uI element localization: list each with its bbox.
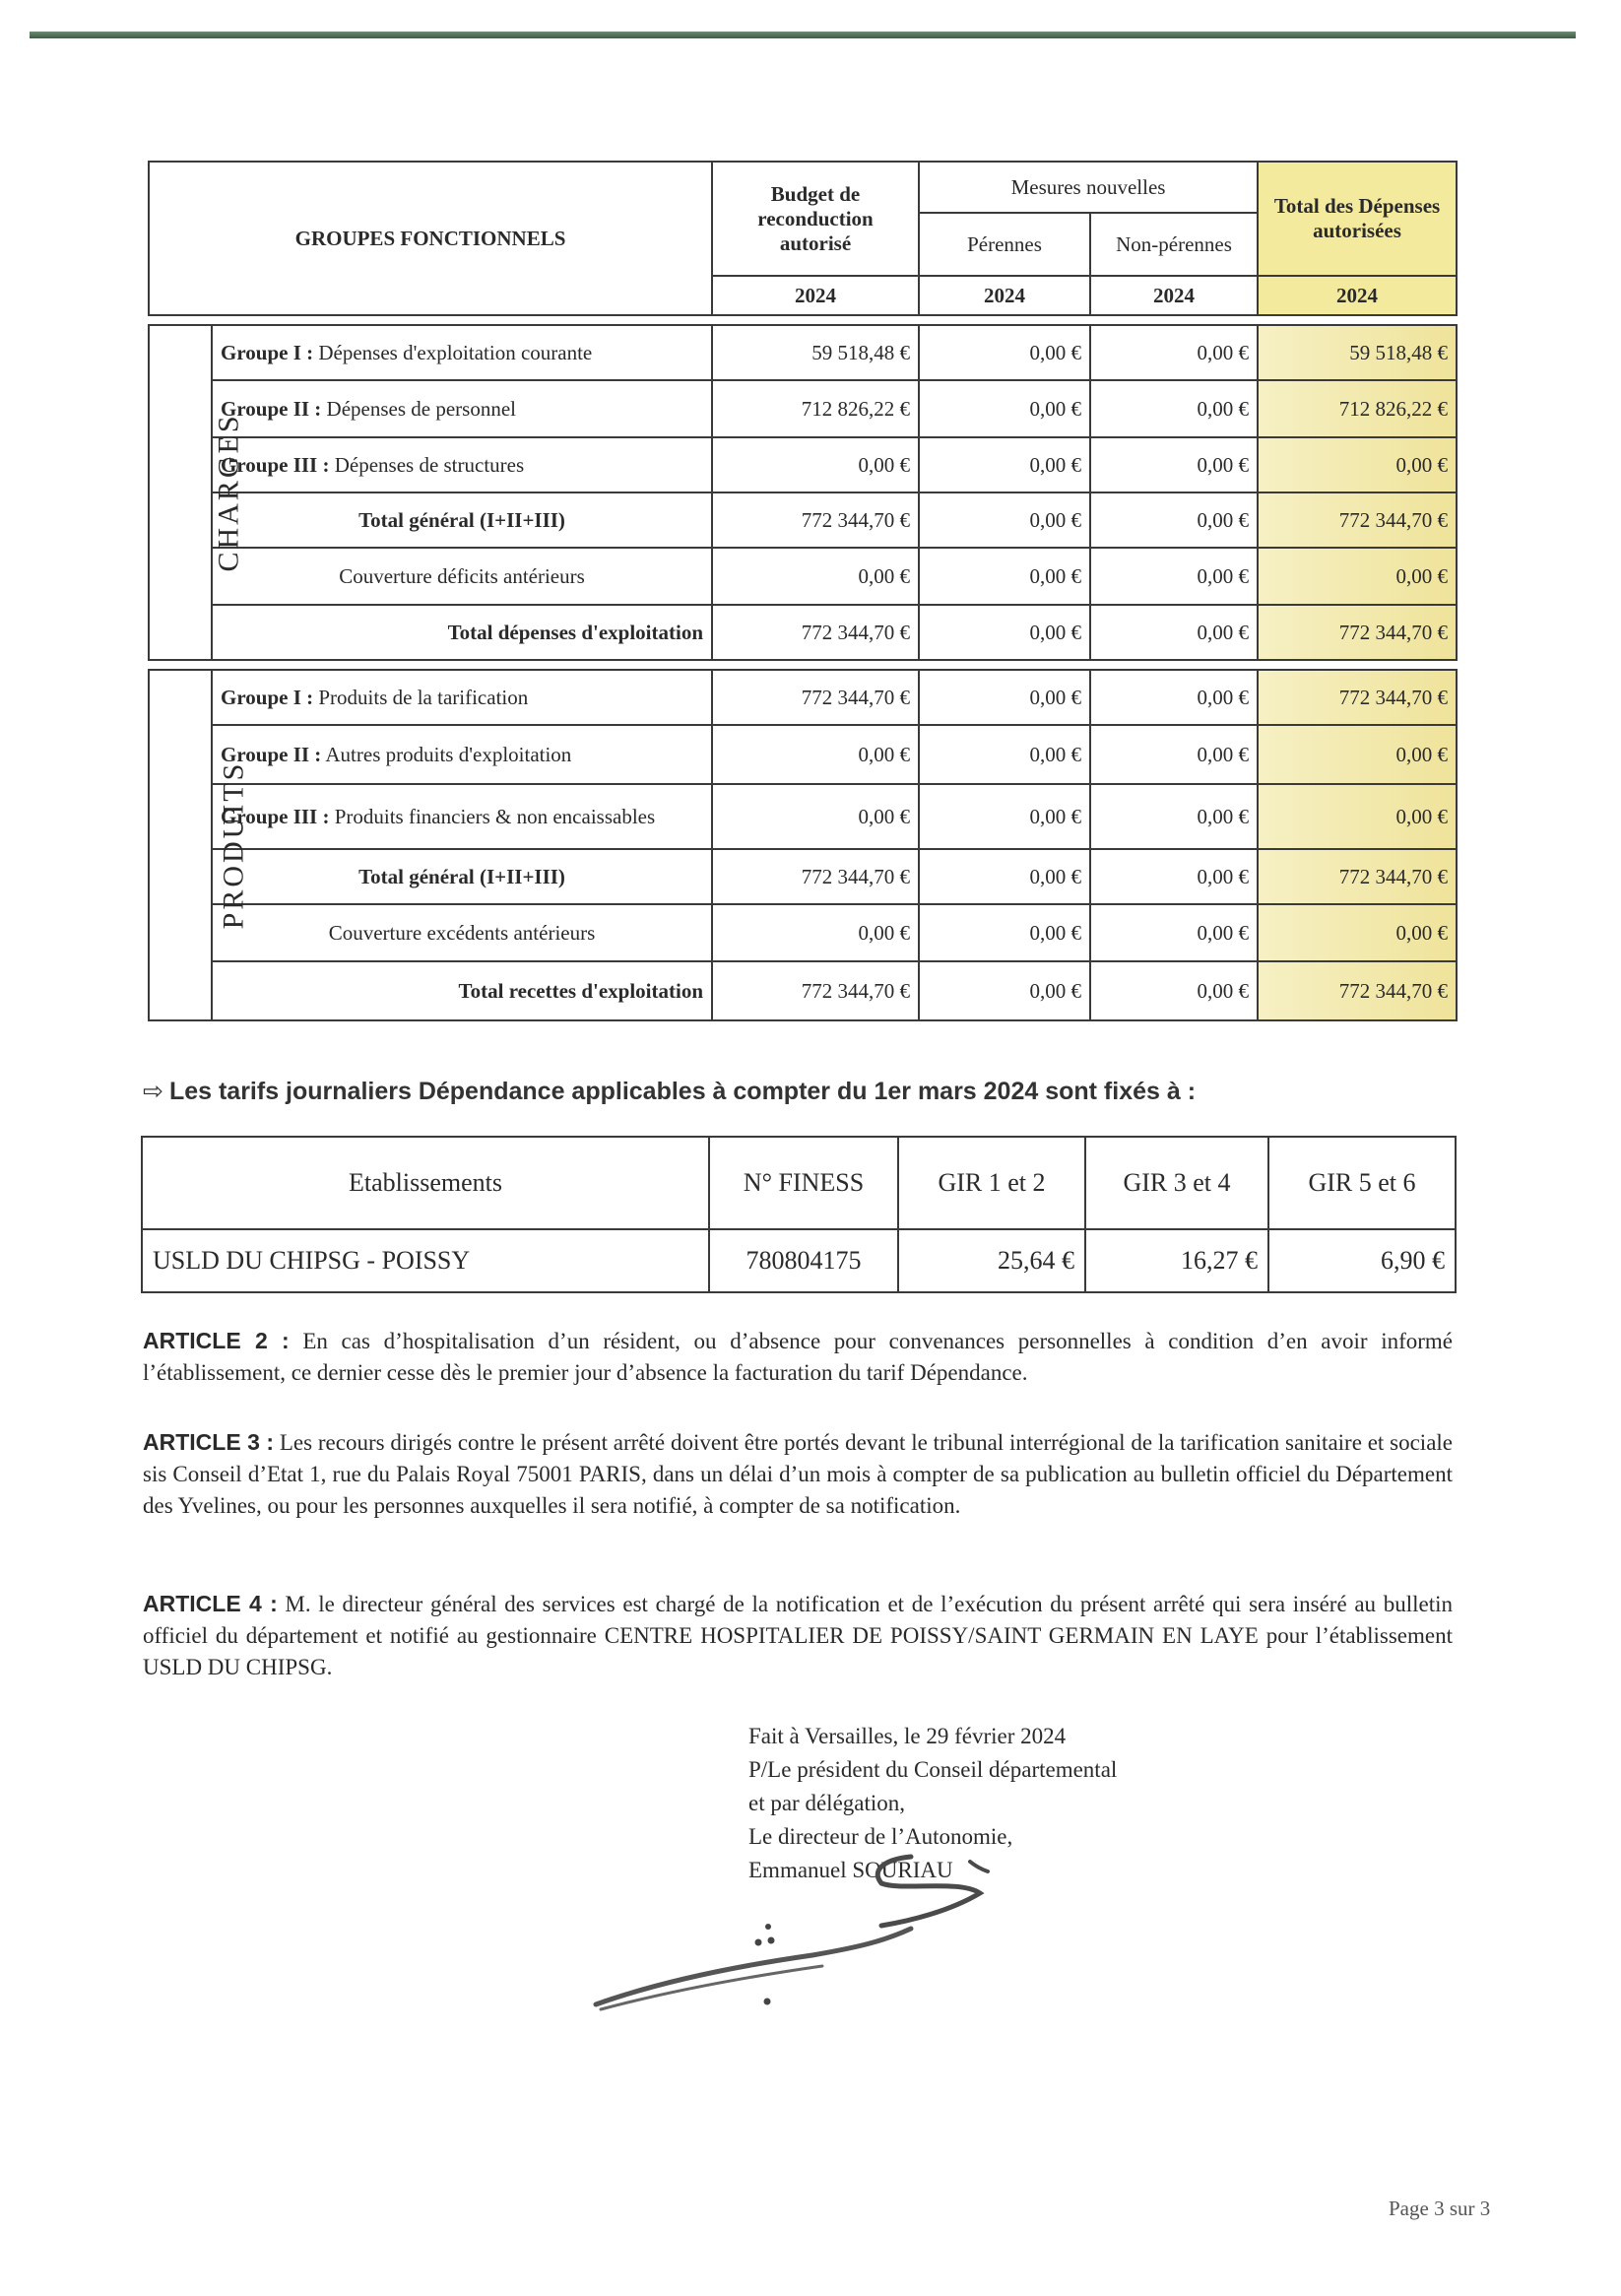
cell-budget: 712 826,22 €: [712, 380, 919, 437]
header-gir12: GIR 1 et 2: [898, 1137, 1085, 1229]
cell-total: 772 344,70 €: [1258, 961, 1457, 1020]
cell-budget: 0,00 €: [712, 784, 919, 849]
group-prefix: Groupe I :: [221, 340, 314, 364]
group-label: Autres produits d'exploitation: [321, 742, 572, 766]
cell-total: 772 344,70 €: [1258, 492, 1457, 548]
section-side-label: [149, 325, 245, 660]
header-finess: N° FINESS: [709, 1137, 898, 1229]
table-row: [149, 605, 1457, 660]
signature-name: Emmanuel SOURIAU: [748, 1858, 953, 1882]
article-4-title: ARTICLE 4 :: [143, 1591, 278, 1616]
year-total: 2024: [1258, 276, 1457, 315]
etablissement-name: USLD DU CHIPSG - POISSY: [142, 1229, 709, 1292]
group-label: Dépenses de personnel: [321, 396, 516, 421]
cell-non-perennes: 0,00 €: [1090, 725, 1258, 784]
cell-budget: 59 518,48 €: [712, 325, 919, 380]
row-label: [212, 904, 712, 961]
cell-non-perennes: 0,00 €: [1090, 849, 1258, 904]
cell-total: 0,00 €: [1258, 725, 1457, 784]
article-4: [143, 1588, 1453, 1683]
cell-budget: 0,00 €: [712, 725, 919, 784]
group-label: Dépenses de structures: [329, 452, 525, 477]
table-row: [149, 548, 1457, 605]
cell-total: 772 344,70 €: [1258, 670, 1457, 725]
signature-title: Le directeur de l’Autonomie,: [748, 1824, 1013, 1849]
cell-total: 712 826,22 €: [1258, 380, 1457, 437]
row-label: [212, 325, 712, 380]
cell-perennes: 0,00 €: [919, 784, 1090, 849]
table-row: [149, 492, 1457, 548]
handwritten-signature: [586, 1832, 1019, 2029]
group-prefix: Groupe III :: [221, 804, 330, 828]
table-row: [149, 849, 1457, 904]
table-row: [149, 437, 1457, 492]
group-prefix: Groupe III :: [221, 452, 330, 477]
table-row: [149, 325, 1457, 380]
section-side-label: [149, 670, 250, 1020]
group-prefix: Groupe I :: [221, 685, 314, 709]
signature-role: P/Le président du Conseil départemental: [748, 1757, 1118, 1782]
table-row: [149, 670, 1457, 725]
table-row: [149, 380, 1457, 437]
cell-non-perennes: 0,00 €: [1090, 670, 1258, 725]
cell-non-perennes: 0,00 €: [1090, 548, 1258, 605]
row-label: [212, 725, 712, 784]
header-non-perennes: Non-pérennes: [1090, 213, 1258, 276]
group-label: Produits financiers & non encaissables: [329, 804, 656, 828]
group-prefix: Groupe II :: [221, 396, 322, 421]
cell-perennes: 0,00 €: [919, 548, 1090, 605]
group-prefix: Groupe II :: [221, 742, 322, 766]
signature-place-date: Fait à Versailles, le 29 février 2024: [748, 1724, 1067, 1748]
cell-perennes: 0,00 €: [919, 670, 1090, 725]
row-label: [212, 437, 712, 492]
cell-budget: 772 344,70 €: [712, 605, 919, 660]
cell-non-perennes: 0,00 €: [1090, 437, 1258, 492]
cell-perennes: 0,00 €: [919, 325, 1090, 380]
cell-total: 0,00 €: [1258, 904, 1457, 961]
row-label-text: Couverture déficits antérieurs: [339, 563, 585, 588]
row-label: [212, 961, 712, 1020]
cell-total: 59 518,48 €: [1258, 325, 1457, 380]
article-3-text: Les recours dirigés contre le présent arrêté doivent être portés devant le tribunal interrégional de la tarification sanitaire et sociale sis Conseil d’Etat 1, rue du Palais Royal 75001 PARIS, dans un délai d’un mois à compter de sa publication au bulletin officiel du Département des Yvelines, ou pour les personnes auxquelles il sera notifié, à compter de sa notification.: [143, 1430, 1454, 1518]
article-2-text: En cas d’hospitalisation d’un résident, ou d’absence pour convenances personnelles à condition d’en avoir informé l’établissement, ce dernier cesse dès le premier jour d’absence la facturation du tarif Dépendance.: [143, 1329, 1453, 1385]
tarifs-table: [141, 1136, 1457, 1293]
top-rule: [30, 32, 1576, 38]
cell-total: 772 344,70 €: [1258, 849, 1457, 904]
cell-total: 0,00 €: [1258, 784, 1457, 849]
row-label: [212, 548, 712, 605]
header-total: Total des Dépenses autorisées: [1258, 162, 1457, 276]
row-label-text: Total général (I+II+III): [358, 507, 565, 532]
produits-section: [149, 670, 1457, 1020]
tarifs-intro-text: Les tarifs journaliers Dépendance applicables à compter du 1er mars 2024 sont fixés à :: [168, 1078, 1197, 1105]
cell-non-perennes: 0,00 €: [1090, 605, 1258, 660]
row-label: [212, 380, 712, 437]
row-label-text: Total recettes d'exploitation: [458, 978, 704, 1003]
cell-budget: 0,00 €: [712, 904, 919, 961]
table-row: [149, 961, 1457, 1020]
row-label-text: Total général (I+II+III): [358, 864, 565, 888]
cell-perennes: 0,00 €: [919, 380, 1090, 437]
cell-perennes: 0,00 €: [919, 437, 1090, 492]
year-budget: 2024: [712, 276, 919, 315]
cell-budget: 0,00 €: [712, 548, 919, 605]
cell-perennes: 0,00 €: [919, 904, 1090, 961]
finess-number: 780804175: [709, 1229, 898, 1292]
table-row: [149, 904, 1457, 961]
tarifs-intro: [143, 1077, 1196, 1106]
cell-budget: 772 344,70 €: [712, 849, 919, 904]
cell-total: 0,00 €: [1258, 437, 1457, 492]
charges-section: [149, 325, 1457, 660]
cell-non-perennes: 0,00 €: [1090, 380, 1258, 437]
page-number: Page 3 sur 3: [1389, 2197, 1491, 2220]
gir12-value: 25,64 €: [898, 1229, 1085, 1292]
header-perennes: Pérennes: [919, 213, 1090, 276]
cell-budget: 772 344,70 €: [712, 961, 919, 1020]
cell-non-perennes: 0,00 €: [1090, 784, 1258, 849]
group-label: Dépenses d'exploitation courante: [313, 340, 593, 364]
cell-perennes: 0,00 €: [919, 725, 1090, 784]
section-label: PRODUITS: [217, 760, 250, 930]
year-perennes: 2024: [919, 276, 1090, 315]
cell-non-perennes: 0,00 €: [1090, 492, 1258, 548]
cell-budget: 772 344,70 €: [712, 670, 919, 725]
cell-perennes: 0,00 €: [919, 605, 1090, 660]
row-label: [212, 605, 712, 660]
arrow-right-icon: ⇨: [143, 1078, 163, 1105]
row-label: [212, 670, 712, 725]
article-2: [143, 1325, 1453, 1389]
cell-perennes: 0,00 €: [919, 849, 1090, 904]
gir56-value: 6,90 €: [1268, 1229, 1456, 1292]
table-row: [142, 1229, 1456, 1292]
cell-perennes: 0,00 €: [919, 492, 1090, 548]
header-groupes: GROUPES FONCTIONNELS: [149, 162, 712, 315]
header-mesures: Mesures nouvelles: [919, 162, 1258, 213]
header-gir56: GIR 5 et 6: [1268, 1137, 1456, 1229]
article-3: [143, 1426, 1453, 1522]
header-budget: Budget de reconduction autorisé: [712, 162, 919, 276]
cell-budget: 772 344,70 €: [712, 492, 919, 548]
cell-budget: 0,00 €: [712, 437, 919, 492]
article-3-title: ARTICLE 3 :: [143, 1429, 275, 1455]
cell-total: 772 344,70 €: [1258, 605, 1457, 660]
signature-delegation: et par délégation,: [748, 1791, 906, 1815]
cell-perennes: 0,00 €: [919, 961, 1090, 1020]
row-label: [212, 849, 712, 904]
cell-non-perennes: 0,00 €: [1090, 325, 1258, 380]
group-label: Produits de la tarification: [313, 685, 529, 709]
article-2-title: ARTICLE 2 :: [143, 1328, 290, 1353]
table-row: [149, 725, 1457, 784]
header-etablissements: Etablissements: [142, 1137, 709, 1229]
budget-table: [148, 161, 1458, 1021]
section-label: CHARGES: [212, 413, 245, 572]
row-label-text: Total dépenses d'exploitation: [447, 620, 704, 644]
row-label-text: Couverture excédents antérieurs: [328, 920, 596, 945]
cell-non-perennes: 0,00 €: [1090, 961, 1258, 1020]
year-non-perennes: 2024: [1090, 276, 1258, 315]
gir34-value: 16,27 €: [1085, 1229, 1268, 1292]
header-gir34: GIR 3 et 4: [1085, 1137, 1268, 1229]
cell-total: 0,00 €: [1258, 548, 1457, 605]
row-label: [212, 492, 712, 548]
article-4-text: M. le directeur général des services est chargé de la notification et de l’exécution du présent arrêté qui sera inséré au bulletin officiel du département et notifié au gestionnaire CENTRE HOSPITALIER DE POISSY/SAINT GERMAIN EN LAYE pour l’établissement USLD DU CHIPSG.: [143, 1592, 1453, 1679]
row-label: [212, 784, 712, 849]
table-row: [149, 784, 1457, 849]
cell-non-perennes: 0,00 €: [1090, 904, 1258, 961]
